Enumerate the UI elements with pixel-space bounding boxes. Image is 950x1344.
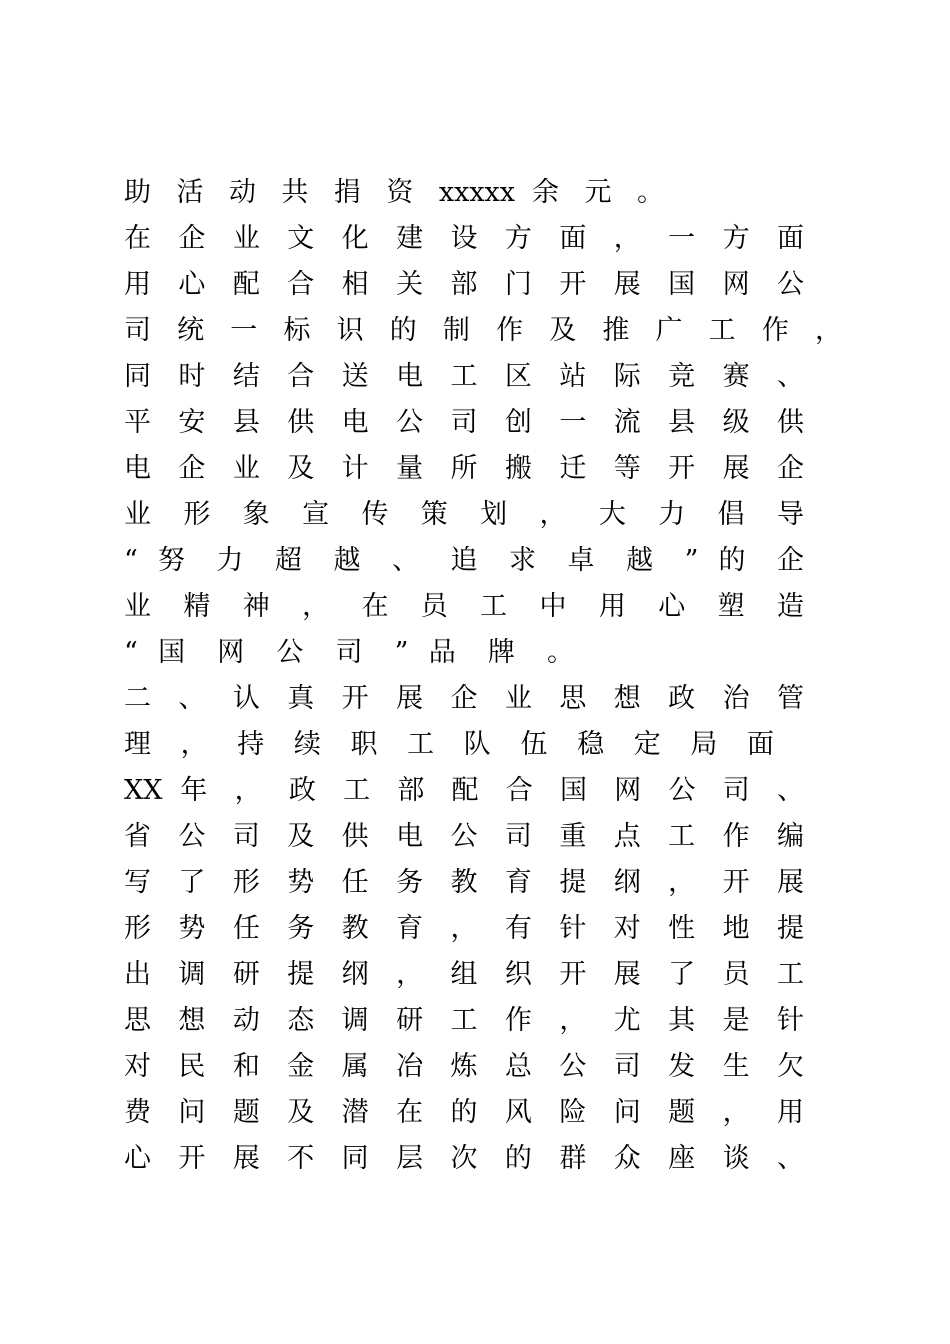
text-line-20: 对 民 和 金 属 冶 炼 总 公 司 发 生 欠: [124, 1051, 804, 1082]
text-line-15: 省 公 司 及 供 电 公 司 重 点 工 作 编: [124, 821, 804, 852]
text-line-9: “ 努 力 超 越 、 追 求 卓 越 ” 的 企: [124, 545, 804, 576]
text-line-16: 写 了 形 势 任 务 教 育 提 纲 ， 开 展: [124, 867, 804, 898]
text-line-8: 业 形 象 宣 传 策 划 ， 大 力 倡 导: [124, 499, 804, 530]
text-line-2: 在 企 业 文 化 建 设 方 面 ， 一 方 面: [124, 223, 804, 254]
text-line-17: 形 势 任 务 教 育 ， 有 针 对 性 地 提: [124, 913, 804, 944]
text-line-1: 助 活 动 共 捐 资 xxxxx 余 元 。: [124, 177, 664, 208]
text-line-21: 费 问 题 及 潜 在 的 风 险 问 题 ， 用: [124, 1097, 804, 1128]
text-line-7: 电 企 业 及 计 量 所 搬 迁 等 开 展 企: [124, 453, 804, 484]
text-line-10: 业 精 神 ， 在 员 工 中 用 心 塑 造: [124, 591, 804, 622]
text-line-12: 二 、 认 真 开 展 企 业 思 想 政 治 管: [124, 683, 804, 714]
text-line-18: 出 调 研 提 纲 ， 组 织 开 展 了 员 工: [124, 959, 804, 990]
text-line-11: “ 国 网 公 司 ” 品 牌 。: [124, 637, 574, 668]
text-line-22: 心 开 展 不 同 层 次 的 群 众 座 谈 、: [124, 1143, 804, 1174]
text-line-13: 理 ， 持 续 职 工 队 伍 稳 定 局 面: [124, 729, 774, 760]
text-line-6: 平 安 县 供 电 公 司 创 一 流 县 级 供: [124, 407, 804, 438]
text-line-5: 同 时 结 合 送 电 工 区 站 际 竞 赛 、: [124, 361, 804, 392]
text-line-3: 用 心 配 合 相 关 部 门 开 展 国 网 公: [124, 269, 804, 300]
text-line-4: 司 统 一 标 识 的 制 作 及 推 广 工 作 ，: [124, 315, 842, 346]
text-line-19: 思 想 动 态 调 研 工 作 ， 尤 其 是 针: [124, 1005, 804, 1036]
text-line-14: XX 年 ， 政 工 部 配 合 国 网 公 司 、: [124, 775, 804, 806]
